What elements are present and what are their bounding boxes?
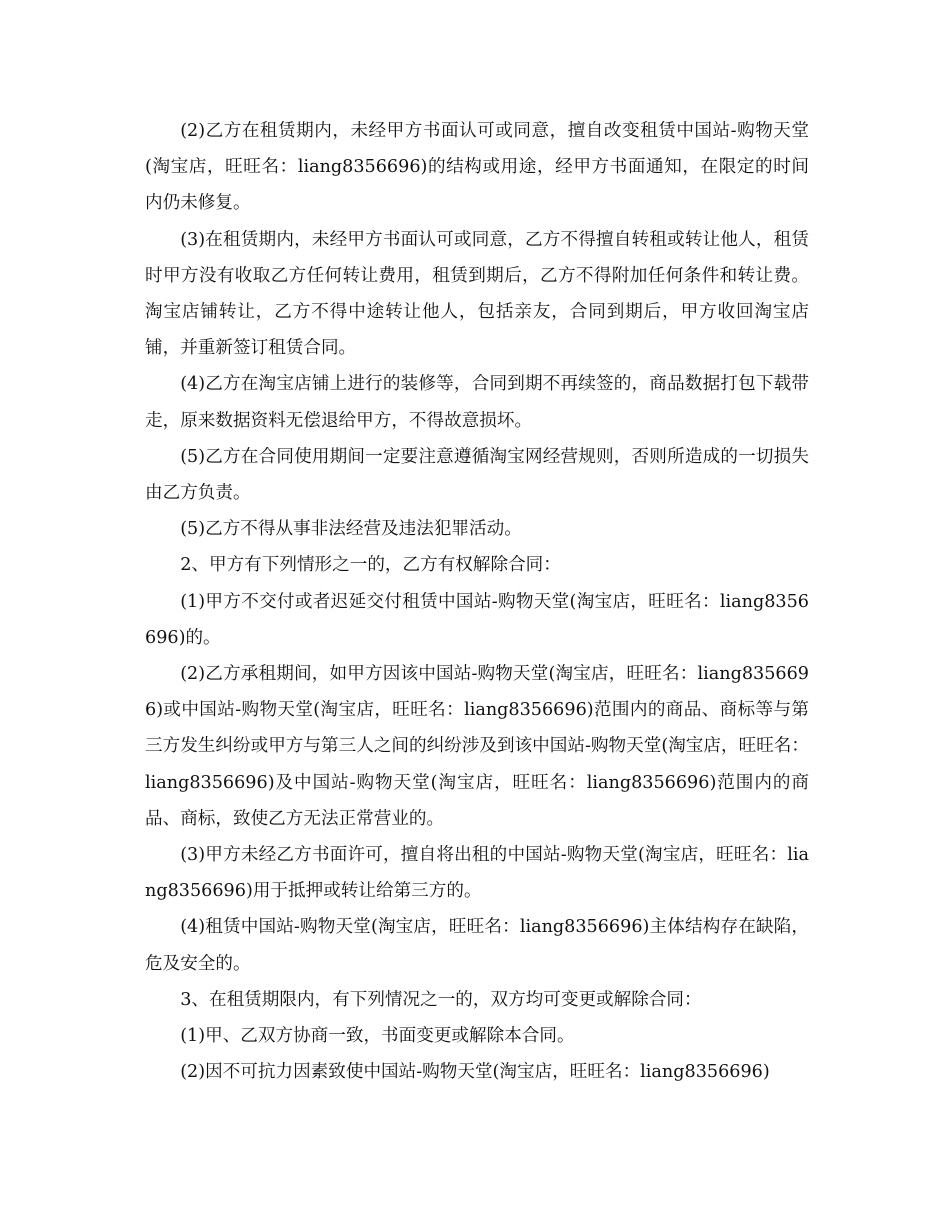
- section-heading-2: 2、甲方有下列情形之一的，乙方有权解除合同：: [180, 555, 561, 576]
- paragraph-2-2-3: (3)甲方未经乙方书面许可，擅自将出租的中国站-购物天堂(淘宝店，旺旺名：liang8356696)用于抵押或转让给第三方的。: [145, 845, 809, 902]
- paragraph-2-1-4: (4)乙方在淘宝店铺上进行的装修等，合同到期不再续签的，商品数据打包下载带走，原来数据资料无偿退给甲方，不得故意损坏。: [145, 374, 809, 431]
- paragraph-2-1-3: (3)在租赁期内，未经甲方书面认可或同意，乙方不得擅自转租或转让他人，租赁时甲方没有收取乙方任何转让费用，租赁到期后，乙方不得附加任何条件和转让费。淘宝店铺转让，乙方不得中途转让他人，包括亲友，合同到期后，甲方收回淘宝店铺，并重新签订租赁合同。: [145, 229, 809, 359]
- paragraph-3-2: (2)因不可抗力因素致使中国站-购物天堂(淘宝店，旺旺名：liang8356696): [180, 1062, 770, 1083]
- paragraph-2-2-4: (4)租赁中国站-购物天堂(淘宝店，旺旺名：liang8356696)主体结构存在缺陷，危及安全的。: [145, 917, 809, 974]
- paragraph-2-1-5: (5)乙方在合同使用期间一定要注意遵循淘宝网经营规则，否则所造成的一切损失由乙方负责。: [145, 446, 809, 504]
- paragraph-2-2-2: (2)乙方承租期间，如甲方因该中国站-购物天堂(淘宝店，旺旺名：liang8356696)或中国站-购物天堂(淘宝店，旺旺名：liang8356696)范围内的商品、商标等与第三方发生纠纷或甲方与第三人之间的纠纷涉及到该中国站-购物天堂(淘宝店，旺旺名：liang8356696)及中国站-购物天堂(淘宝店，旺旺名：liang8356696)范围内的商品、商标，致使乙方无法正常营业的。: [145, 664, 809, 829]
- paragraph-2-1-2: (2)乙方在租赁期内，未经甲方书面认可或同意，擅自改变租赁中国站-购物天堂(淘宝店，旺旺名：liang8356696)的结构或用途，经甲方书面通知，在限定的时间内仍未修复。: [145, 121, 809, 214]
- paragraph-2-2-1: (1)甲方不交付或者迟延交付租赁中国站-购物天堂(淘宝店，旺旺名：liang8356696)的。: [145, 591, 809, 648]
- paragraph-3-1: (1)甲、乙双方协商一致，书面变更或解除本合同。: [180, 1026, 575, 1047]
- section-heading-3: 3、在租赁期限内，有下列情况之一的，双方均可变更或解除合同：: [180, 989, 702, 1010]
- document-body: [145, 113, 809, 1090]
- paragraph-2-1-5b: (5)乙方不得从事非法经营及违法犯罪活动。: [180, 519, 522, 540]
